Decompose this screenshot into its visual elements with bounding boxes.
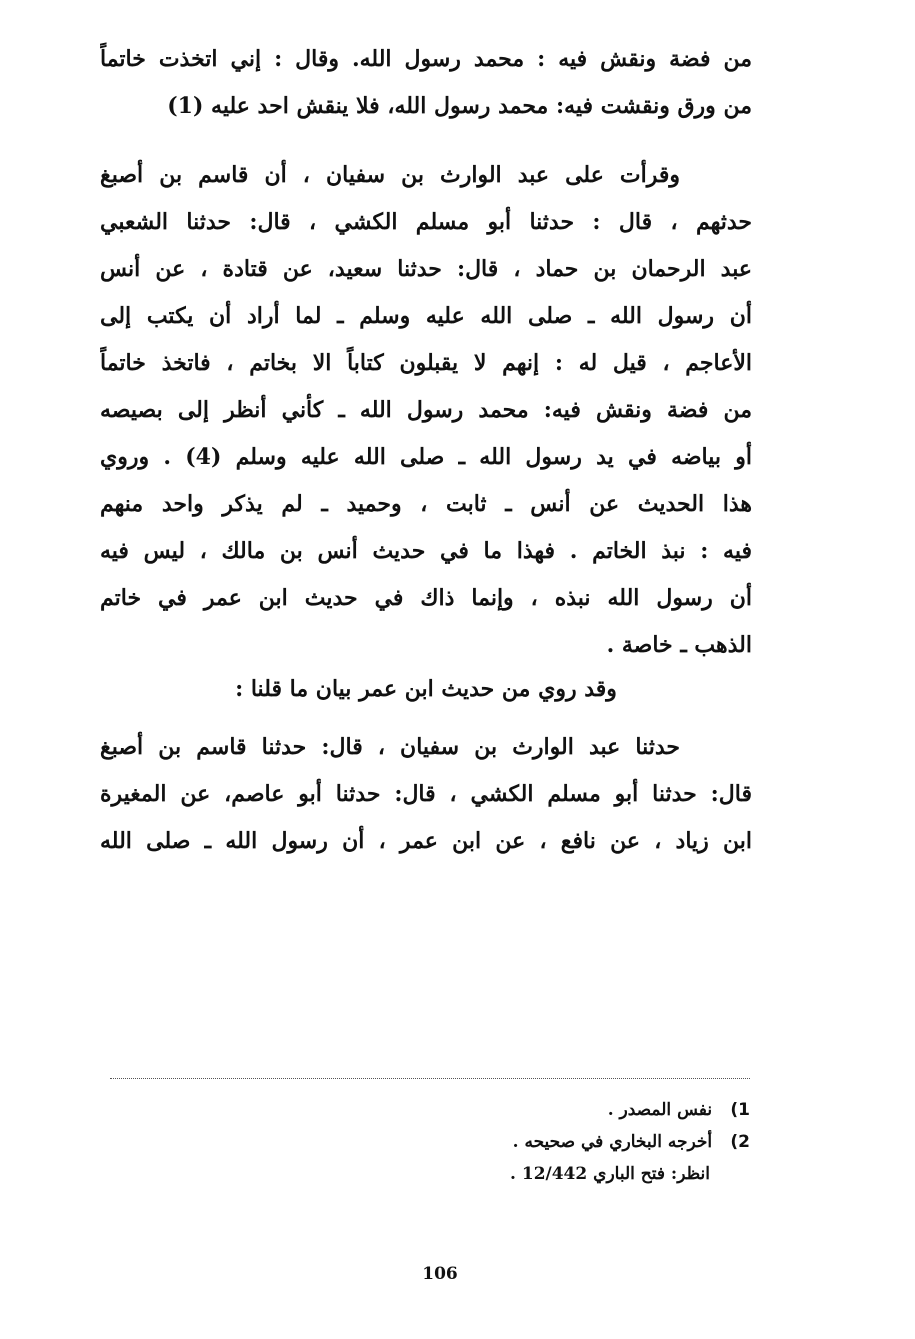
text-line: أن رسول الله نبذه ، وإنما ذاك في حديث ابن عمر في خاتم [100, 585, 752, 611]
text-line: فيه : نبذ الخاتم . فهذا ما في حديث أنس بن مالك ، ليس فيه [100, 538, 752, 564]
footnote-item [300, 1126, 750, 1158]
text-line: من فضة ونقش فيه: محمد رسول الله ـ كأني أنظر إلى بصيصه [100, 397, 752, 423]
paragraph-hadith-ibn-umar [100, 724, 752, 865]
footnote-text: انظر: فتح الباري 12/442 . [510, 1164, 710, 1184]
text-line: عبد الرحمان بن حماد ، قال: حدثنا سعيد، عن قتادة ، عن أنس [100, 256, 752, 282]
paragraph-heading [100, 666, 752, 713]
page-number: 106 [422, 1264, 458, 1284]
text-line: حدثهم ، قال : حدثنا أبو مسلم الكشي ، قال: حدثنا الشعبي [100, 209, 752, 235]
paragraph-hadith-anas [100, 152, 752, 669]
text-line: ابن زياد ، عن نافع ، عن ابن عمر ، أن رسول الله ـ صلى الله [100, 828, 752, 854]
text-line: الذهب ـ خاصة . [606, 632, 752, 658]
footnote-text: نفس المصدر . [607, 1100, 713, 1120]
text-line: وقد روي من حديث ابن عمر بيان ما قلنا : [235, 676, 617, 702]
text-line: أن رسول الله ـ صلى الله عليه وسلم ـ لما أراد أن يكتب إلى [100, 303, 752, 329]
footnote-number: 1) [730, 1100, 750, 1120]
text-line: قال: حدثنا أبو مسلم الكشي ، قال: حدثنا أبو عاصم، عن المغيرة [100, 781, 752, 807]
text-line: أو بياضه في يد رسول الله ـ صلى الله عليه وسلم (4) . وروي [100, 444, 752, 470]
footnote-divider [110, 1078, 750, 1079]
text-line: هذا الحديث عن أنس ـ ثابت ، وحميد ـ لم يذكر واحد منهم [100, 491, 752, 517]
text-line: من ورق ونقشت فيه: محمد رسول الله، فلا ينقش احد عليه (1) [167, 93, 752, 119]
footnote-item [300, 1094, 750, 1126]
paragraph-continuation [100, 36, 752, 130]
footnote-item [300, 1158, 750, 1190]
footnote-text: أخرجه البخاري في صحيحه . [512, 1132, 713, 1152]
text-line: وقرأت على عبد الوارث بن سفيان ، أن قاسم بن أصبغ [100, 162, 680, 188]
text-line: حدثنا عبد الوارث بن سفيان ، قال: حدثنا قاسم بن أصبغ [100, 734, 680, 760]
footnote-number: 2) [730, 1132, 750, 1152]
footnotes [300, 1094, 750, 1190]
text-line: الأعاجم ، قيل له : إنهم لا يقبلون كتاباً الا بخاتم ، فاتخذ خاتماً [100, 350, 752, 376]
text-line: من فضة ونقش فيه : محمد رسول الله. وقال : إني اتخذت خاتماً [100, 46, 752, 72]
